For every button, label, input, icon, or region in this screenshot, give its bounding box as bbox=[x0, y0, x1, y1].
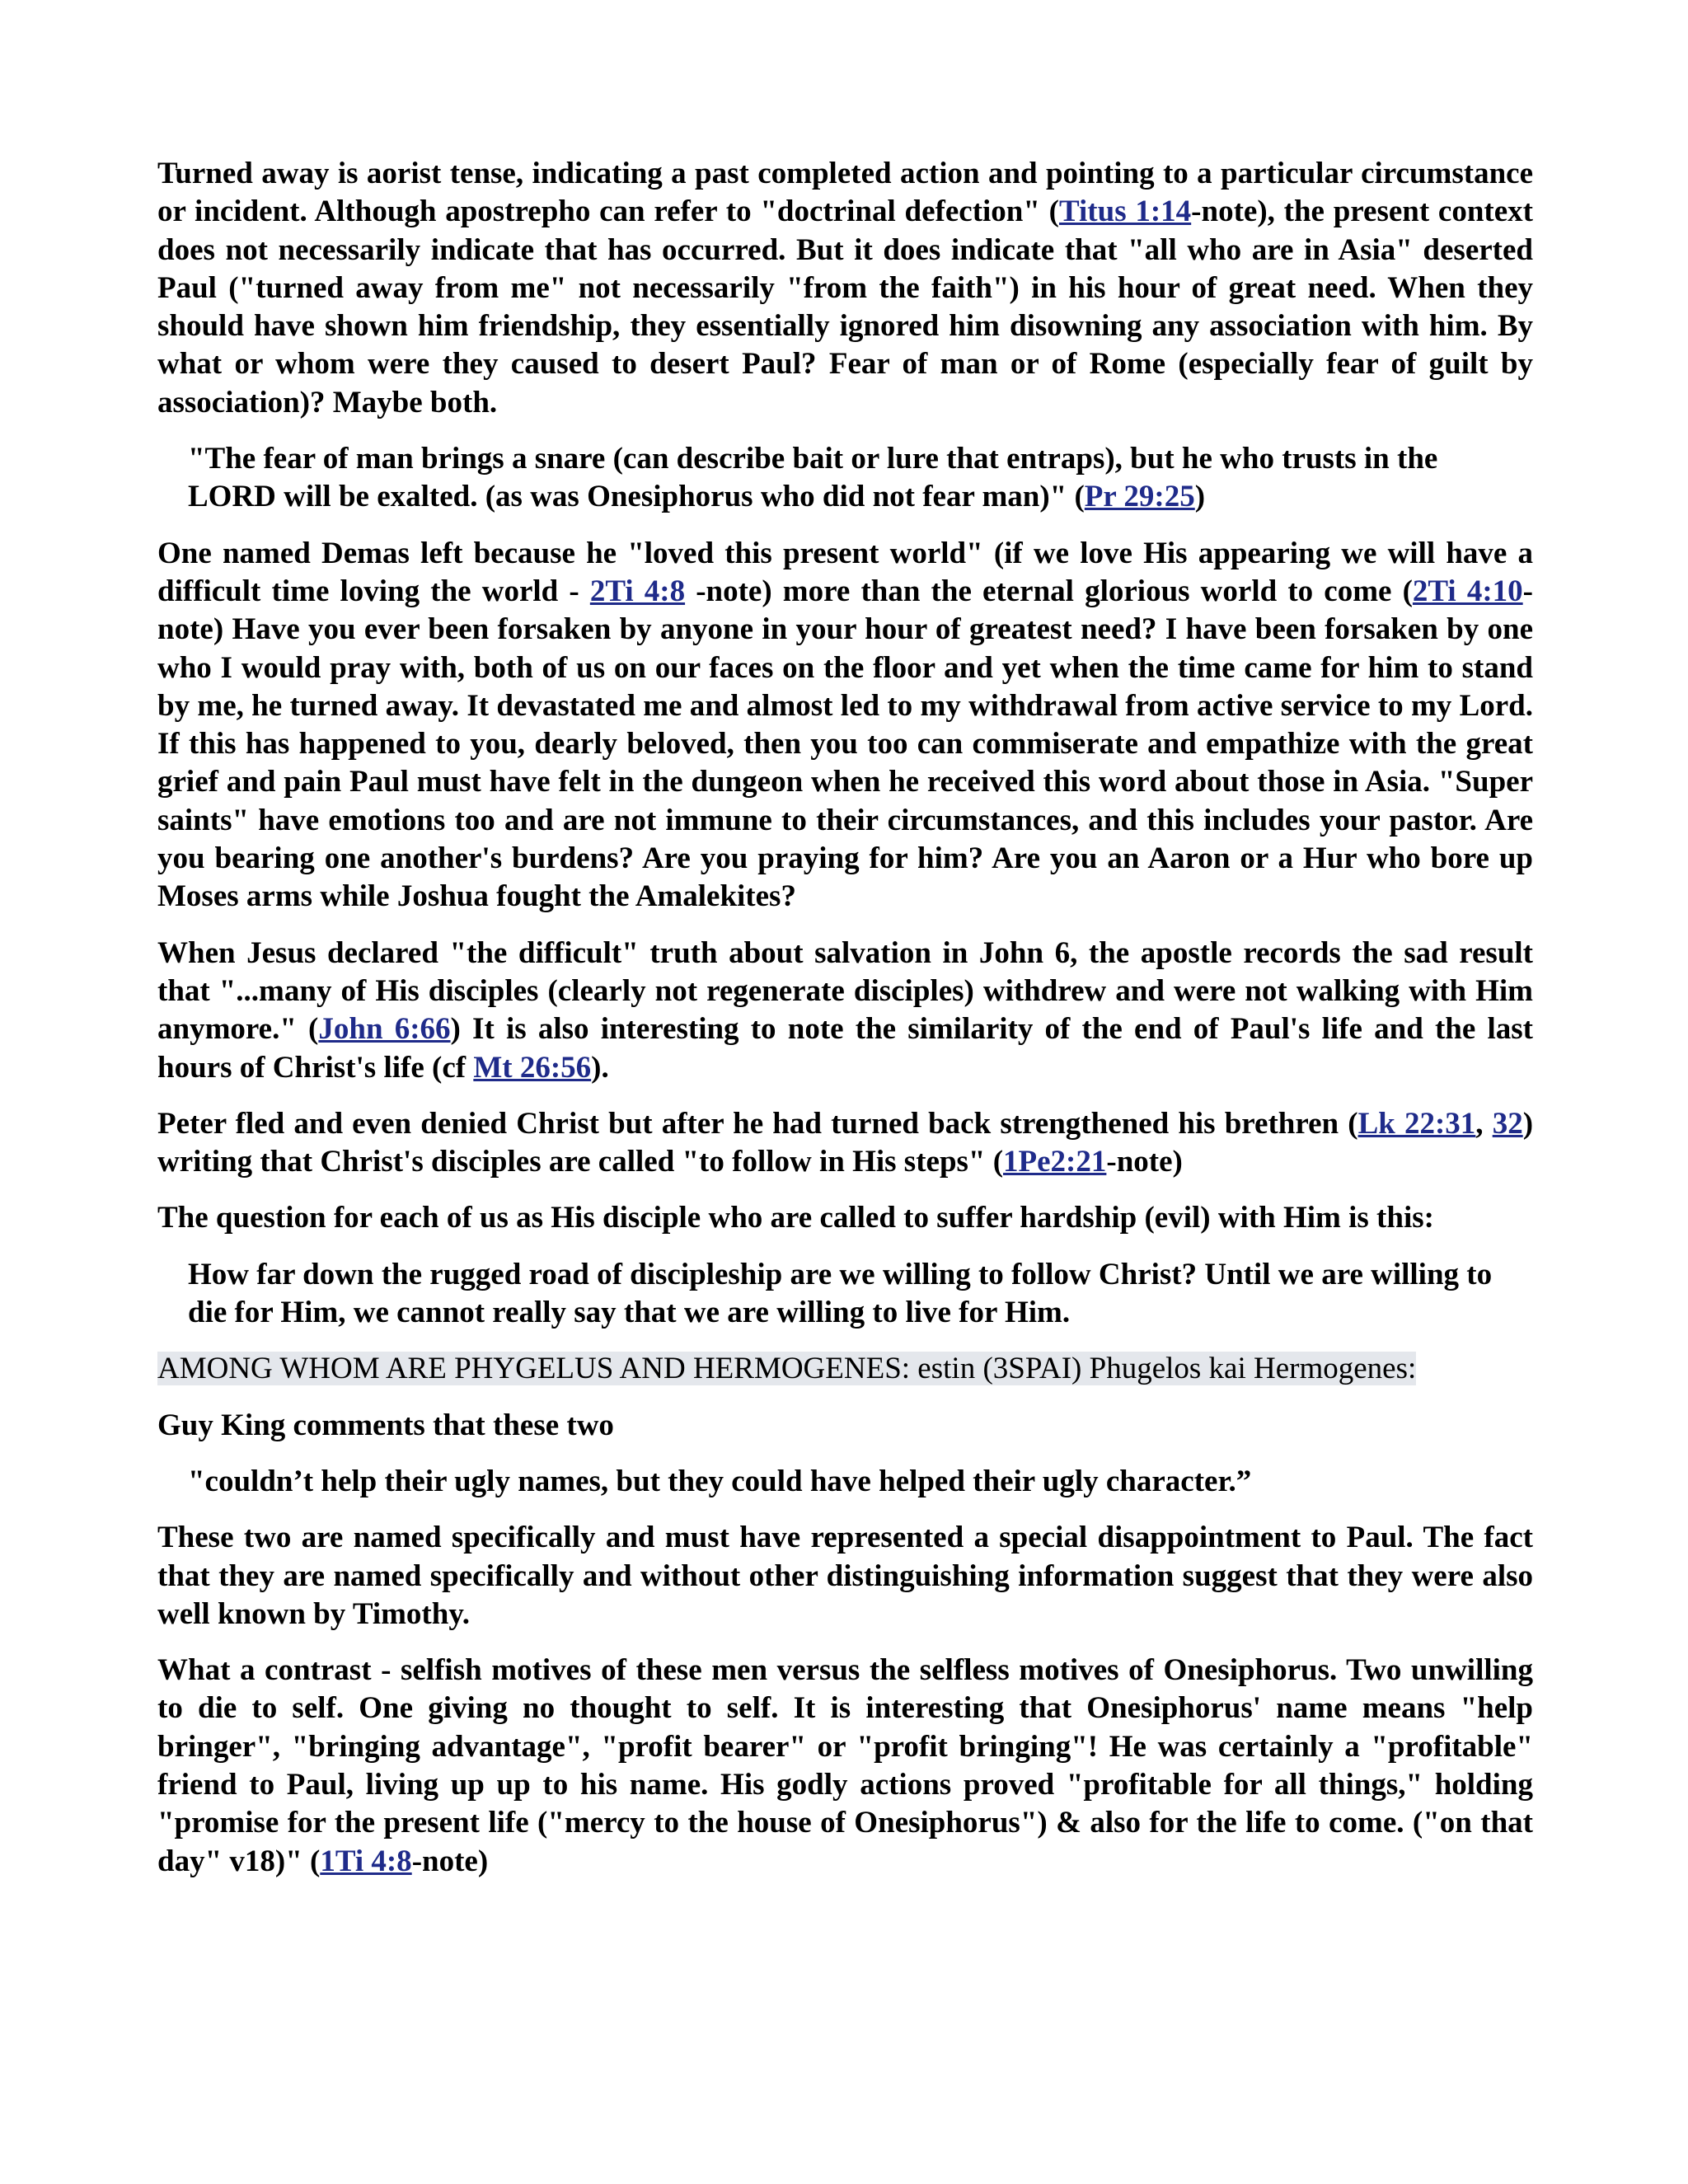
paragraph-text: When Jesus declared "the difficult" truth about salvation in John 6, the apostle records the sad result that "...many of His disciples (clearly not regenerate disciples) withdrew and were not walking with Him anymore." ( bbox=[157, 935, 1533, 1047]
paragraph-text: -note), the present context does not necessarily indicate that has occurred. But it does indicate that "all who are in Asia" deserted Paul ("turned away from me" not necessarily "from the faith") in his hour of great need. When they should have shown him friendship, they essentially ignored him disowning any association with him. By what or whom were they caused to desert Paul? Fear of man or of Rome (especially fear of guilt by association)? Maybe both. bbox=[157, 194, 1533, 419]
paragraph-peter bbox=[157, 1105, 1533, 1182]
scripture-link-2ti-4-8[interactable]: 2Ti 4:8 bbox=[589, 574, 686, 608]
paragraph-text: ). bbox=[591, 1050, 609, 1085]
paragraph-text: -note) Have you ever been forsaken by anyone in your hour of greatest need? I have been forsaken by one who I would pray with, both of us on our faces on the floor and yet when the time came for him to stand by me, he turned away. It devastated me and almost led to my withdrawal from active service to my Lord. If this has happened to you, dearly beloved, then you too can commiserate and empathize with the great grief and pain Paul must have felt in the dungeon when he received this word about those in Asia. "Super saints" have emotions too and are not immune to their circumstances, and this includes your pastor. Are you bearing one another's burdens? Are you praying for him? Are you an Aaron or a Hur who bore up Moses arms while Joshua fought the Amalekites? bbox=[157, 574, 1533, 914]
paragraph-text: ) It is also interesting to note the similarity of the end of Paul's life and the last hours of Christ's life (cf bbox=[157, 1012, 1533, 1085]
blockquote-ugly-names bbox=[188, 1463, 1533, 1501]
scripture-link-lk-22-31[interactable]: Lk 22:31 bbox=[1357, 1106, 1476, 1141]
paragraph-question bbox=[157, 1199, 1533, 1237]
scripture-link-pr-29-25[interactable]: Pr 29:25 bbox=[1084, 480, 1195, 514]
scripture-link-mt-26-56[interactable]: Mt 26:56 bbox=[473, 1050, 592, 1085]
paragraph-text: , bbox=[1475, 1106, 1493, 1141]
paragraph-text: ) writing that Christ's disciples are called "to follow in His steps" ( bbox=[157, 1106, 1534, 1179]
paragraph-text: Peter fled and even denied Christ but after he had turned back strengthened his brethren ( bbox=[157, 1106, 1358, 1141]
quote-text: How far down the rugged road of discipleship are we willing to follow Christ? Until we are willing to die for Him, we cannot really say that we are willing to live for Him. bbox=[188, 1257, 1493, 1330]
paragraph-contrast bbox=[157, 1652, 1533, 1881]
paragraph-text: These two are named specifically and must have represented a special disappointment to Paul. The fact that they are named specifically and without other distinguishing information suggest that they were also well known by Timothy. bbox=[157, 1521, 1533, 1631]
paragraph-text: One named Demas left because he "loved this present world" (if we love His appearing we will have a difficult time loving the world - bbox=[157, 536, 1533, 608]
paragraph-demas bbox=[157, 535, 1533, 916]
paragraph-text: -note) bbox=[411, 1844, 489, 1878]
paragraph-text: Turned away is aorist tense, indicating a past completed action and pointing to a particular circumstance or incident. Although apostrepho can refer to "doctrinal defection" ( bbox=[157, 157, 1533, 229]
paragraph-guy-king bbox=[157, 1407, 1533, 1445]
paragraph-john-6 bbox=[157, 935, 1533, 1087]
heading-text: AMONG WHOM ARE PHYGELUS AND HERMOGENES: estin (3SPAI) Phugelos kai Hermogenes: bbox=[157, 1352, 1417, 1386]
scripture-link-lk-22-32[interactable]: 32 bbox=[1492, 1106, 1523, 1141]
scripture-link-1ti-4-8[interactable]: 1Ti 4:8 bbox=[320, 1844, 412, 1878]
paragraph-two-named bbox=[157, 1519, 1533, 1633]
scripture-link-john-6-66[interactable]: John 6:66 bbox=[318, 1012, 451, 1047]
paragraph-text: The question for each of us as His disciple who are called to suffer hardship (evil) with Him is this: bbox=[157, 1201, 1434, 1235]
section-heading-phygelus-hermogenes bbox=[157, 1350, 1533, 1388]
quote-text: ) bbox=[1194, 480, 1206, 514]
paragraph-text: -note) bbox=[1106, 1145, 1183, 1179]
paragraph-text: Guy King comments that these two bbox=[157, 1408, 614, 1442]
scripture-link-2ti-4-10[interactable]: 2Ti 4:10 bbox=[1412, 574, 1523, 608]
blockquote-fear-of-man bbox=[188, 440, 1533, 517]
quote-text: "couldn’t help their ugly names, but they could have helped their ugly character.” bbox=[188, 1464, 1252, 1498]
quote-text: "The fear of man brings a snare (can describe bait or lure that entraps), but he who trusts in the LORD will be exalted. (as was Onesiphorus who did not fear man)" ( bbox=[188, 442, 1438, 514]
blockquote-discipleship bbox=[188, 1256, 1533, 1333]
paragraph-turned-away bbox=[157, 155, 1533, 422]
scripture-link-1pe-2-21[interactable]: 1Pe2:21 bbox=[1003, 1145, 1107, 1179]
scripture-link-titus-1-14[interactable]: Titus 1:14 bbox=[1059, 194, 1192, 229]
paragraph-text: -note) more than the eternal glorious world to come ( bbox=[685, 574, 1413, 608]
paragraph-text: What a contrast - selfish motives of these men versus the selfless motives of Onesiphorus. Two unwilling to die to self. One giving no thought to self. It is interesting that Onesiphorus' name means "help bringer", "bringing advantage", "profit bearer" or "profit bringing"! He was certainly a "profitable" friend to Paul, living up up to his name. His godly actions proved "profitable for all things," holding "promise for the present life ("mercy to the house of Onesiphorus") & also for the life to come. ("on that day" v18)" ( bbox=[157, 1653, 1533, 1878]
